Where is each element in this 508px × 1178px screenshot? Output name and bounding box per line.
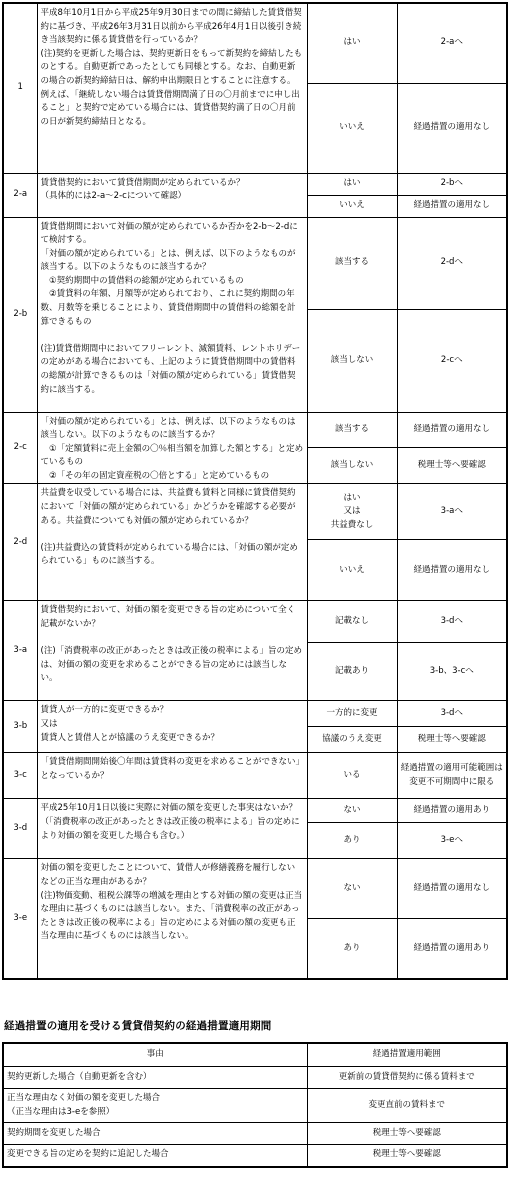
check-row <box>3 217 507 309</box>
check-id: 2-a <box>3 173 37 217</box>
period-header-scope: 経過措置適用範囲 <box>307 1043 507 1067</box>
check-result: 2-bへ <box>397 173 507 195</box>
check-result: 経過措置の適用なし <box>397 859 507 919</box>
check-question: 賃貸借契約において賃貸借期間が定められているか？ （具体的には2-a～2-cについて確認） <box>37 173 307 217</box>
period-scope: 税理士等へ要確認 <box>307 1123 507 1145</box>
period-row <box>3 1145 507 1167</box>
check-id: 2-b <box>3 217 37 412</box>
period-row <box>3 1067 507 1089</box>
check-id: 2-c <box>3 412 37 484</box>
check-result: 税理士等へ要確認 <box>397 727 507 753</box>
check-result: 経過措置の適用なし <box>397 83 507 173</box>
check-result: 経過措置の適用なし <box>397 540 507 601</box>
check-id: 3-c <box>3 753 37 799</box>
check-table-body <box>3 3 507 979</box>
period-table-body <box>3 1067 507 1167</box>
check-answer: いいえ <box>307 540 397 601</box>
check-result: 経過措置の適用なし <box>397 412 507 447</box>
check-row <box>3 601 507 643</box>
check-row <box>3 412 507 447</box>
check-row <box>3 3 507 83</box>
check-row <box>3 173 507 195</box>
check-id: 1 <box>3 3 37 173</box>
check-question: 共益費を収受している場合には、共益費も賃料と同様に賃貸借契約において「対価の額が定められている」かどうかを確認する必要がある。共益費についても対価の額が定められているか？ (注)共益費込の賃貸料が定められている場合には、「対価の額が定められている」ものに該当する。 <box>37 484 307 601</box>
check-table <box>2 2 508 980</box>
check-result: 経過措置の適用可能範囲は変更不可期間中に限る <box>397 753 507 799</box>
check-answer: ない <box>307 859 397 919</box>
check-answer: はい <box>307 173 397 195</box>
check-result: 3-b、3-cへ <box>397 643 507 701</box>
period-scope: 更新前の賃貸借契約に係る賃料まで <box>307 1067 507 1089</box>
check-id: 3-b <box>3 701 37 753</box>
check-result: 3-dへ <box>397 601 507 643</box>
check-result: 3-eへ <box>397 823 507 859</box>
check-row <box>3 484 507 540</box>
check-answer: 記載なし <box>307 601 397 643</box>
check-result: 3-dへ <box>397 701 507 727</box>
check-row <box>3 753 507 799</box>
check-answer: はい <box>307 3 397 83</box>
check-row <box>3 859 507 919</box>
check-answer: 該当しない <box>307 447 397 484</box>
check-answer: はい 又は 共益費なし <box>307 484 397 540</box>
period-row <box>3 1123 507 1145</box>
period-scope: 変更直前の賃料まで <box>307 1089 507 1123</box>
check-result: 3-aへ <box>397 484 507 540</box>
check-result: 税理士等へ要確認 <box>397 447 507 484</box>
section-title: 経過措置の適用を受ける賃貸借契約の経過措置適用期間 <box>4 1020 272 1032</box>
check-question: 賃貸借期間において対価の額が定められているか否かを2-b～2-dにて検討する。 「対価の額が定められている」とは、例えば、以下のようなものが該当する。以下のようなものに該当するか？ ①契約期間中の賃借料の総額が定められているもの ②賃貸料の年額、月額等が定められており、これに契約期間の年数、月数等を乗じることにより、賃貸借期間中の賃借料の総額を計算できるもの (注)賃貸借期間中においてフリーレント、減額賃料、レントホリデーの定めがある場合においても、上記のように賃貸借期間中の賃借料の総額が計算できるものは「対価の額が定められている」賃貸借契約に該当する。 <box>37 217 307 412</box>
period-reason: 契約更新した場合（自動更新を含む） <box>3 1067 307 1089</box>
check-result: 経過措置の適用あり <box>397 799 507 823</box>
check-question: 「賃貸借期間開始後〇年間は賃貸料の変更を求めることができない」となっているか？ <box>37 753 307 799</box>
check-answer: いる <box>307 753 397 799</box>
check-row <box>3 799 507 823</box>
check-result: 経過措置の適用あり <box>397 919 507 979</box>
check-answer: あり <box>307 919 397 979</box>
check-result: 経過措置の適用なし <box>397 195 507 217</box>
check-id: 3-e <box>3 859 37 979</box>
check-answer: 協議のうえ変更 <box>307 727 397 753</box>
period-reason: 変更できる旨の定めを契約に追記した場合 <box>3 1145 307 1167</box>
check-answer: 記載あり <box>307 643 397 701</box>
check-question: 平成8年10月1日から平成25年9月30日までの間に締結した賃貸借契約に基づき、平成26年3月31日以前から平成26年4月1日以後引き続き当該契約に係る賃貸借を行っているか？ (注)契約を更新した場合は、契約更新日をもって新契約を締結したものとする。自動更新であったとしても同様とする。なお、自動更新の場合の新契約締結日は、解約申出期限日とすることに注意する。例えば、「継続しない場合は賃貸借期間満了日の〇月前までに申し出ること」と契約で定めている場合には、賃貸借契約満了日の〇月前の日が新契約締結日となる。 <box>37 3 307 173</box>
check-id: 2-d <box>3 484 37 601</box>
check-question: 賃貸人が一方的に変更できるか？ 又は 賃貸人と賃借人とが協議のうえ変更できるか？ <box>37 701 307 753</box>
check-answer: あり <box>307 823 397 859</box>
check-question: 賃貸借契約において、対価の額を変更できる旨の定めについて全く記載がないか？ (注)「消費税率の改正があったときは改正後の税率による」旨の定めは、対価の額の変更を求めることができる旨の定めには該当しない。 <box>37 601 307 701</box>
check-question: 平成25年10月1日以後に実際に対価の額を変更した事実はないか？（「消費税率の改正があったときは改正後の税率による」旨の定めにより対価の額を変更した場合も含む。） <box>37 799 307 859</box>
check-result: 2-cへ <box>397 309 507 412</box>
period-scope: 税理士等へ要確認 <box>307 1145 507 1167</box>
period-table <box>2 1042 508 1168</box>
check-answer: 該当する <box>307 412 397 447</box>
check-id: 3-a <box>3 601 37 701</box>
check-question: 対価の額を変更したことについて、賃借人が修繕義務を履行しないなどの正当な理由があるか？ (注)物価変動、租税公課等の増減を理由とする対価の額の変更は正当な理由に基づくものには該当しない。また、「消費税率の改正があったときは改正後の税率による」旨の定めによる対価の額の変更も正当な理由に基づくものには該当しない。 <box>37 859 307 979</box>
check-id: 3-d <box>3 799 37 859</box>
check-answer: 一方的に変更 <box>307 701 397 727</box>
check-result: 2-aへ <box>397 3 507 83</box>
check-result: 2-dへ <box>397 217 507 309</box>
check-answer: 該当する <box>307 217 397 309</box>
period-reason: 正当な理由なく対価の額を変更した場合 （正当な理由は3-eを参照） <box>3 1089 307 1123</box>
check-row <box>3 701 507 727</box>
period-row <box>3 1089 507 1123</box>
check-answer: ない <box>307 799 397 823</box>
period-reason: 契約期間を変更した場合 <box>3 1123 307 1145</box>
period-header-reason: 事由 <box>3 1043 307 1067</box>
check-answer: いいえ <box>307 195 397 217</box>
check-answer: いいえ <box>307 83 397 173</box>
check-answer: 該当しない <box>307 309 397 412</box>
check-question: 「対価の額が定められている」とは、例えば、以下のようなものは該当しない。以下のようなものに該当するか？ ①「定額賃料に売上金額の〇％相当額を加算した額とする」と定めているもの ②「その年の固定資産税の〇倍とする」と定めているもの <box>37 412 307 484</box>
period-header-row <box>3 1043 507 1067</box>
